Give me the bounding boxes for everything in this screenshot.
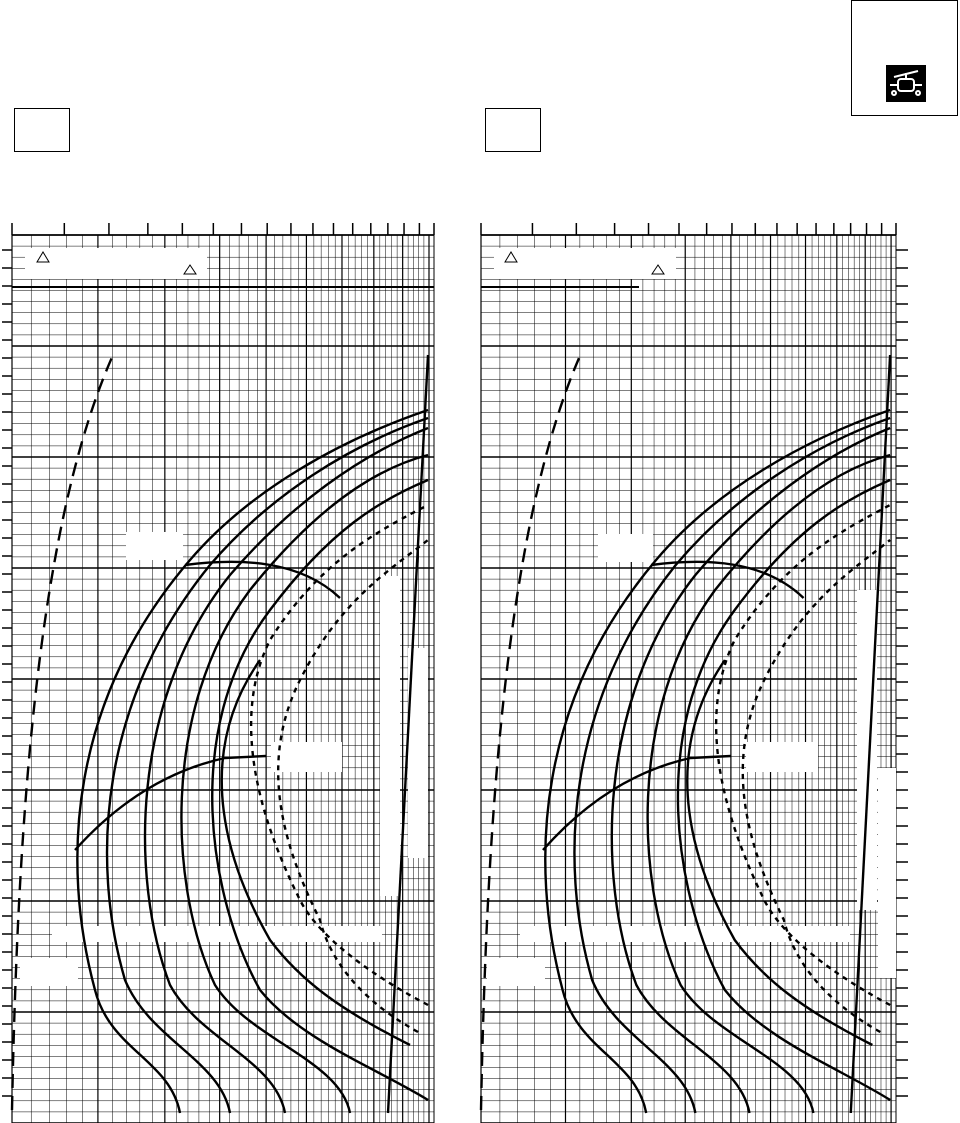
right-chart-panel — [481, 223, 908, 1123]
left-chart-panel — [2, 223, 434, 1123]
right-vertical-label-2 — [878, 768, 896, 978]
left-label-block-1 — [126, 532, 183, 560]
left-label-block-2 — [271, 742, 342, 772]
left-vertical-label-1 — [380, 576, 400, 896]
left-tick-label-band — [52, 926, 382, 942]
right-vertical-label-1 — [857, 590, 877, 910]
right-tick-label-band — [520, 926, 850, 942]
right-chart-grid — [481, 235, 896, 1123]
left-legend-box — [25, 248, 207, 279]
right-label-block-1 — [598, 534, 653, 562]
right-label-block-3 — [487, 958, 545, 986]
right-label-block-2 — [746, 742, 818, 772]
right-legend-box — [494, 248, 676, 279]
left-label-block-3 — [20, 958, 78, 986]
left-chart-grid — [12, 235, 434, 1123]
